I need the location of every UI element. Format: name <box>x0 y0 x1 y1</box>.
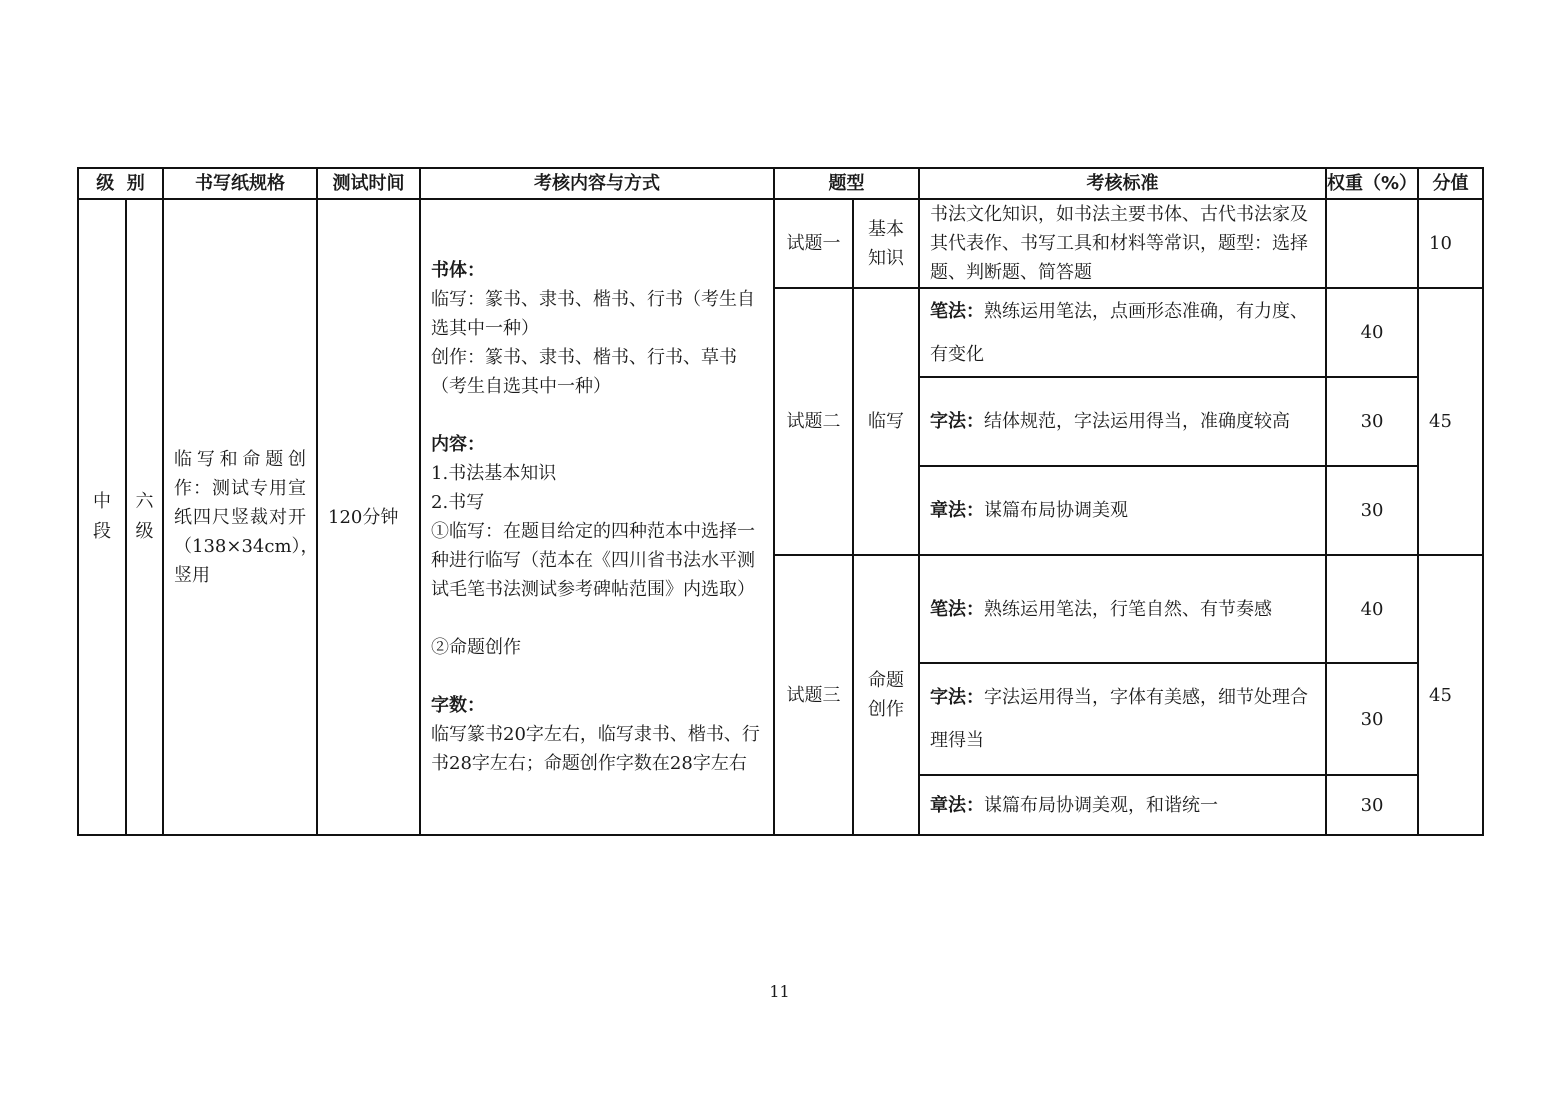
table-header-row <box>78 168 1483 199</box>
stage-label: 中段 <box>93 491 111 542</box>
criteria-cell <box>919 288 1326 377</box>
criteria-cell <box>919 377 1326 466</box>
criteria-label: 章法： <box>930 500 985 521</box>
criteria-label: 章法： <box>930 794 985 816</box>
stage-cell <box>78 199 126 835</box>
weight-value: 30 <box>1326 466 1418 555</box>
header-score: 分值 <box>1418 168 1483 199</box>
weight-value: 30 <box>1326 775 1418 835</box>
test-time: 120分钟 <box>317 199 420 835</box>
criteria-cell <box>919 775 1326 835</box>
criteria-label: 笔法： <box>930 300 985 322</box>
header-weight: 权重（%） <box>1326 168 1418 199</box>
page-number: 11 <box>769 982 790 1001</box>
header-paper: 书写纸规格 <box>163 168 317 199</box>
weight-value: 30 <box>1326 377 1418 466</box>
criteria-text: 熟练运用笔法，点画形态准确，有力度、有变化 <box>930 300 1309 365</box>
question-type-cell <box>853 555 919 835</box>
criteria-cell <box>919 663 1326 775</box>
question-type-cell <box>853 199 919 288</box>
criteria-text: 书法文化知识，如书法主要书体、古代书法家及其代表作、书写工具和材料等常识，题型：选择题、判断题、简答题 <box>919 199 1326 288</box>
score-value: 45 <box>1418 288 1483 555</box>
exam-standard-table <box>77 167 1484 836</box>
criteria-text: 结体规范，字法运用得当，准确度较高 <box>984 411 1291 432</box>
criteria-text: 谋篇布局协调美观 <box>984 500 1129 521</box>
question-type: 命题创作 <box>868 670 905 720</box>
weight-value: 30 <box>1326 663 1418 775</box>
score-value: 10 <box>1418 199 1483 288</box>
weight-value: 40 <box>1326 288 1418 377</box>
content-line: 1.书法基本知识 <box>431 463 557 484</box>
creation-line: ②命题创作 <box>431 637 522 658</box>
criteria-label: 字法： <box>930 687 985 708</box>
question-id: 试题二 <box>774 288 853 555</box>
header-time: 测试时间 <box>317 168 420 199</box>
criteria-label: 笔法： <box>930 598 985 620</box>
count-text: 临写篆书20字左右，临写隶书、楷书、行书28字左右；命题创作字数在28字左右 <box>431 724 760 774</box>
question-type: 临写 <box>853 288 919 555</box>
header-content: 考核内容与方式 <box>420 168 774 199</box>
criteria-text: 字法运用得当，字体有美感，细节处理合理得当 <box>930 687 1309 751</box>
content-line: 2.书写 <box>431 492 485 513</box>
question-type: 基本知识 <box>868 218 905 269</box>
content-title: 内容： <box>431 434 486 455</box>
criteria-cell <box>919 466 1326 555</box>
header-level: 级 别 <box>78 168 163 199</box>
table-row <box>78 199 1483 288</box>
criteria-label: 字法： <box>930 411 985 432</box>
paper-spec: 临写和命题创作：测试专用宣纸四尺竖裁对开（138×34cm），竖用 <box>163 199 317 835</box>
script-title: 书体： <box>431 260 486 281</box>
content-line: ①临写：在题目给定的四种范本中选择一种进行临写（范本在《四川省书法水平测试毛笔书法测试参考碑帖范围》内选取） <box>431 521 756 600</box>
header-criteria: 考核标准 <box>919 168 1326 199</box>
grade-cell <box>126 199 163 835</box>
criteria-cell <box>919 555 1326 663</box>
criteria-text: 熟练运用笔法，行笔自然、有节奏感 <box>984 598 1273 620</box>
score-value: 45 <box>1418 555 1483 835</box>
script-line: 创作：篆书、隶书、楷书、行书、草书（考生自选其中一种） <box>431 347 738 397</box>
script-line: 临写：篆书、隶书、楷书、行书（考生自选其中一种） <box>431 289 756 339</box>
criteria-text: 谋篇布局协调美观，和谐统一 <box>984 794 1219 816</box>
question-id: 试题三 <box>774 555 853 835</box>
question-id: 试题一 <box>774 199 853 288</box>
grade-label: 六级 <box>135 491 154 542</box>
weight-value: 40 <box>1326 555 1418 663</box>
header-type: 题型 <box>774 168 919 199</box>
content-cell <box>420 199 774 835</box>
count-title: 字数： <box>431 695 486 716</box>
weight-value <box>1326 199 1418 288</box>
